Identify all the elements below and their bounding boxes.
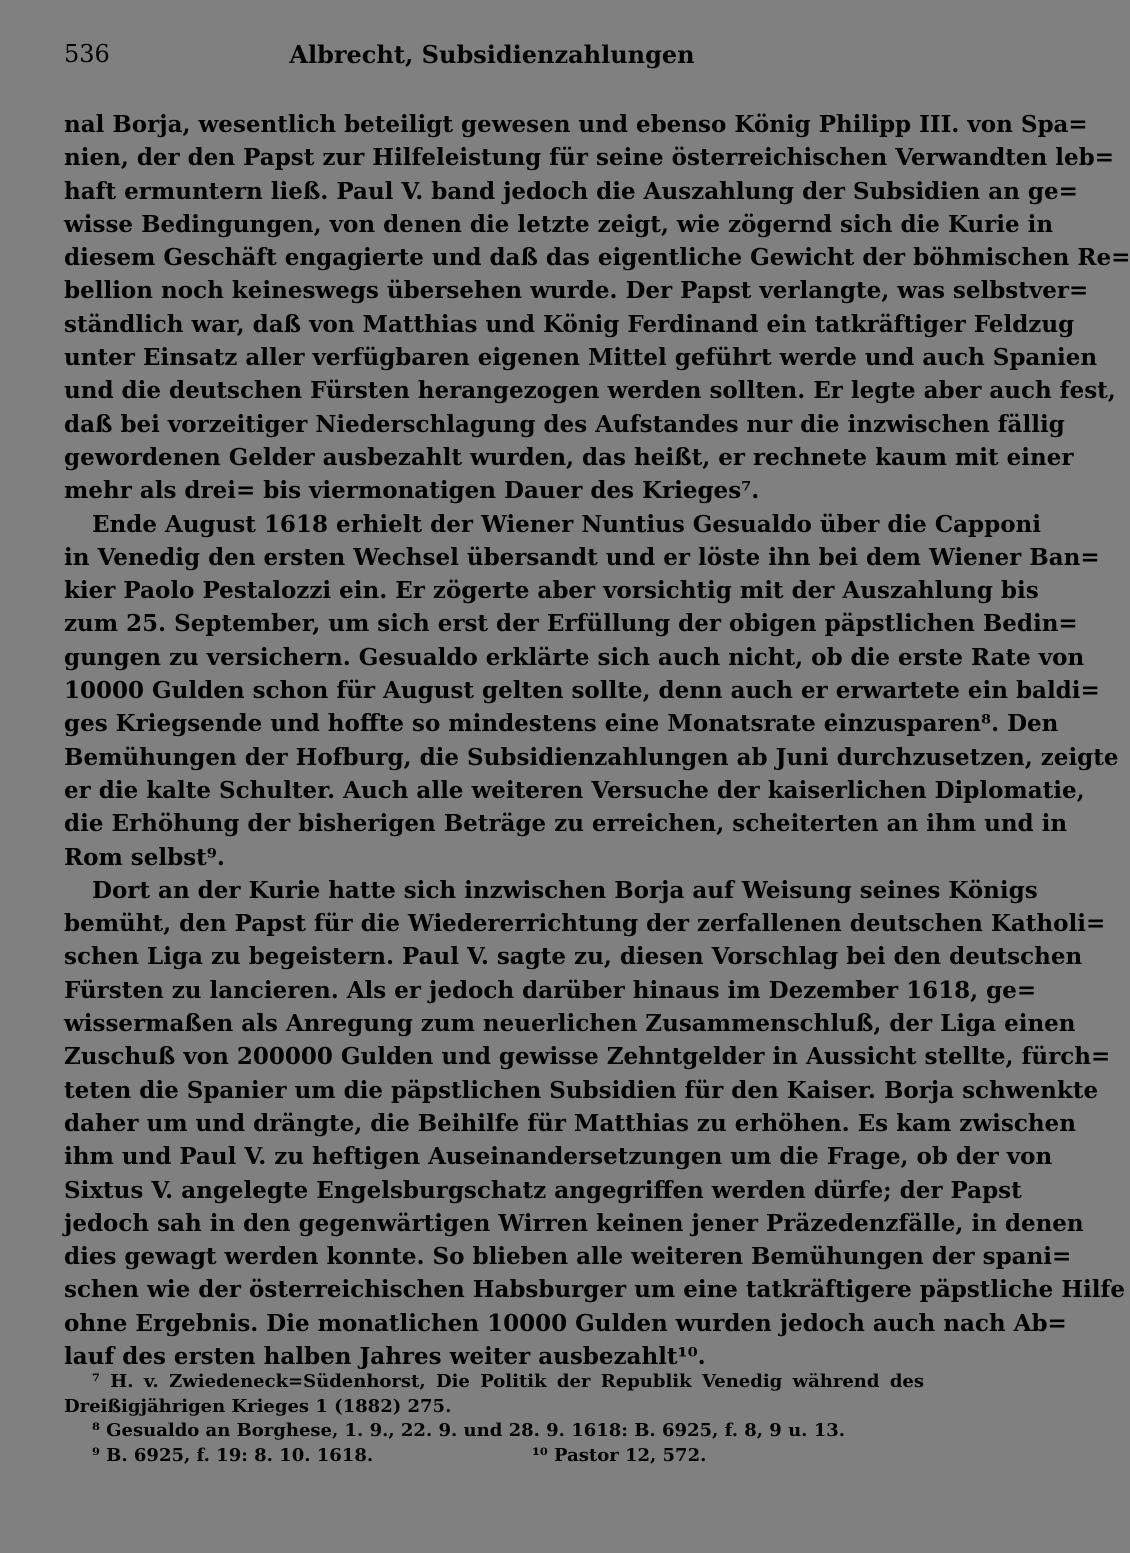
text-line: dies gewagt werden konnte. So blieben alle weiteren Bemühungen der spani= [64,1243,1072,1271]
body-text [64,108,1130,1373]
text-line: zum 25. September, um sich erst der Erfüllung der obigen päpstlichen Bedin= [64,610,1078,638]
text-line: er die kalte Schulter. Auch alle weiteren Versuche der kaiserlichen Diplomatie, [64,776,1085,804]
text-line: Dort an der Kurie hatte sich inzwischen Borja auf Weisung seines Königs [92,876,1038,904]
text-line: schen Liga zu begeistern. Paul V. sagte zu, diesen Vorschlag bei den deutschen [64,943,1083,971]
paragraph [64,874,1125,1373]
text-line: ihm und Paul V. zu heftigen Auseinandersetzungen um die Frage, ob der von [64,1143,1053,1171]
text-line: unter Einsatz aller verfügbaren eigenen Mittel geführt werde und auch Spanien [64,344,1098,372]
text-line: bellion noch keineswegs übersehen wurde. Der Papst verlangte, was selbstver= [64,277,1089,305]
running-title: Albrecht, Subsidienzahlungen [289,40,695,69]
text-line: und die deutschen Fürsten herangezogen werden sollten. Er legte aber auch fest, [64,377,1116,405]
text-line: nien, der den Papst zur Hilfeleistung für seine österreichischen Verwandten leb= [64,144,1114,172]
paragraph [64,108,1130,508]
text-line: mehr als drei= bis viermonatigen Dauer des Krieges⁷. [64,477,760,505]
text-line: diesem Geschäft engagierte und daß das eigentliche Gewicht der böhmischen Re= [64,244,1130,272]
footnote-8: ⁸ Gesualdo an Borghese, 1. 9., 22. 9. und 28. 9. 1618: B. 6925, f. 8, 9 u. 13. [92,1420,846,1441]
text-line: gungen zu versichern. Gesualdo erklärte sich auch nicht, ob die erste Rate von [64,643,1085,671]
text-line: teten die Spanier um die päpstlichen Subsidien für den Kaiser. Borja schwenkte [64,1076,1099,1104]
paragraph [64,508,1119,874]
text-line: ohne Ergebnis. Die monatlichen 10000 Gulden wurden jedoch auch nach Ab= [64,1309,1067,1337]
text-line: schen wie der österreichischen Habsburger um eine tatkräftigere päpstliche Hilfe [64,1276,1125,1304]
footnotes [64,1370,924,1468]
text-line: ges Kriegsende und hoffte so mindestens eine Monatsrate einzusparen⁸. Den [64,710,1059,738]
text-line: Zuschuß von 200000 Gulden und gewisse Zehntgelder in Aussicht stellte, fürch= [64,1043,1111,1071]
text-line: jedoch sah in den gegenwärtigen Wirren keinen jener Präzedenzfälle, in denen [64,1209,1084,1237]
text-line: lauf des ersten halben Jahres weiter ausbezahlt¹⁰. [64,1342,706,1370]
text-line: bemüht, den Papst für die Wiedererrichtung der zerfallenen deutschen Katholi= [64,910,1106,938]
text-line: Sixtus V. angelegte Engelsburgschatz angegriffen werden dürfe; der Papst [64,1176,1022,1204]
footnote-7-continuation: Dreißigjährigen Krieges 1 (1882) 275. [64,1395,452,1417]
text-line: Ende August 1618 erhielt der Wiener Nuntius Gesualdo über die Capponi [92,510,1041,538]
text-line: wissermaßen als Anregung zum neuerlichen Zusammenschluß, der Liga einen [64,1010,1076,1038]
text-line: daß bei vorzeitiger Niederschlagung des Aufstandes nur die inzwischen fällig [64,410,1065,438]
footnote-7: ⁷ H. v. Zwiedeneck=Südenhorst, Die Politik der Republik Venedig während des [92,1371,924,1392]
footnote-10: ¹⁰ Pastor 12, 572. [532,1444,707,1466]
text-line: Rom selbst⁹. [64,843,225,871]
text-line: kier Paolo Pestalozzi ein. Er zögerte aber vorsichtig mit der Auszahlung bis [64,577,1039,605]
text-line: daher um und drängte, die Beihilfe für Matthias zu erhöhen. Es kam zwischen [64,1109,1076,1137]
text-line: in Venedig den ersten Wechsel übersandt und er löste ihn bei dem Wiener Ban= [64,543,1100,571]
footnote-row [64,1444,924,1469]
text-line: haft ermuntern ließ. Paul V. band jedoch die Auszahlung der Subsidien an ge= [64,177,1078,205]
page-number: 536 [64,40,110,68]
text-line: ständlich war, daß von Matthias und König Ferdinand ein tatkräftiger Feldzug [64,310,1075,338]
text-line: gewordenen Gelder ausbezahlt wurden, das heißt, er rechnete kaum mit einer [64,443,1074,471]
text-line: Fürsten zu lancieren. Als er jedoch darüber hinaus im Dezember 1618, ge= [64,976,1037,1004]
footnote-9: ⁹ B. 6925, f. 19: 8. 10. 1618. [92,1444,374,1466]
text-line: Bemühungen der Hofburg, die Subsidienzahlungen ab Juni durchzusetzen, zeigte [64,743,1119,771]
text-line: nal Borja, wesentlich beteiligt gewesen und ebenso König Philipp III. von Spa= [64,111,1088,138]
text-line: wisse Bedingungen, von denen die letzte zeigt, wie zögernd sich die Kurie in [64,210,1054,238]
text-line: die Erhöhung der bisherigen Beträge zu erreichen, scheiterten an ihm und in [64,810,1068,838]
text-line: 10000 Gulden schon für August gelten sollte, denn auch er erwartete ein baldi= [64,677,1100,705]
page-header [64,40,920,80]
